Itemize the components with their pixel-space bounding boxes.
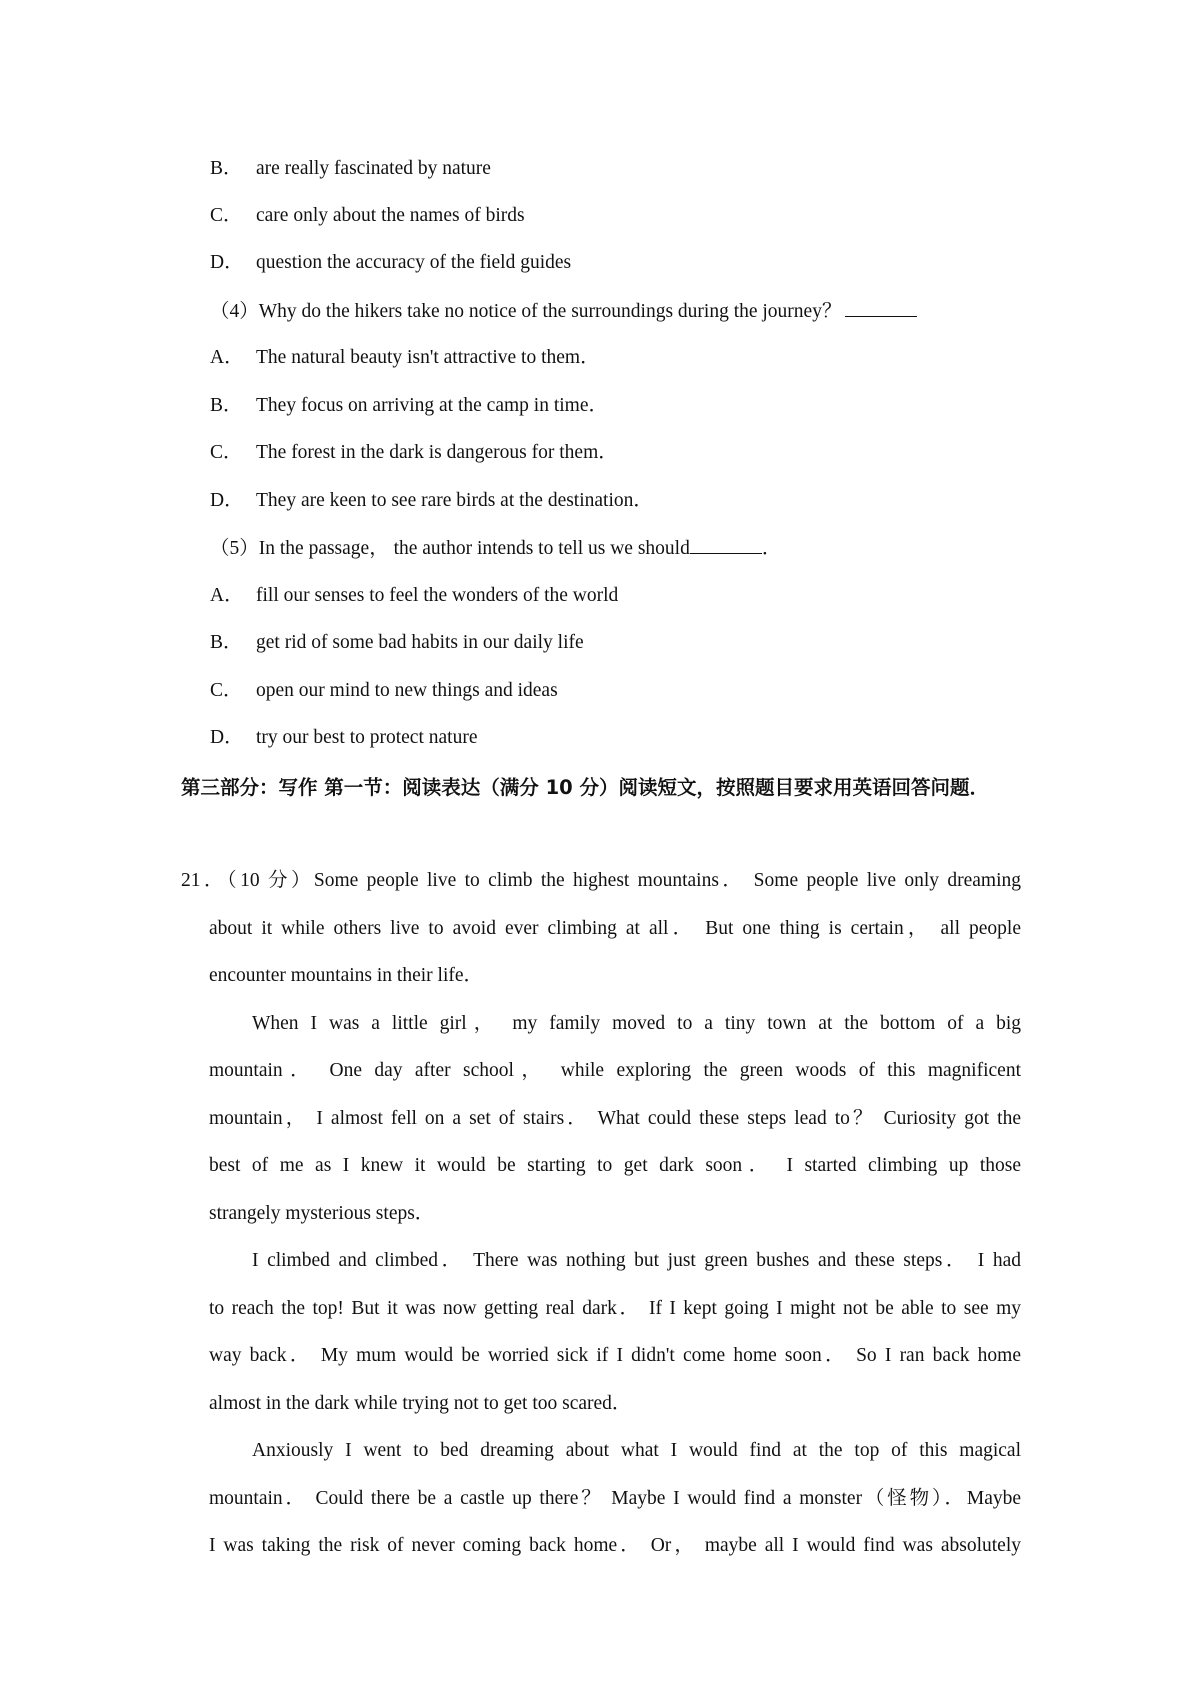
- option-3d: [210, 248, 571, 278]
- option-5c: [210, 676, 558, 706]
- passage-line: When I was a little girl， my family moved to a tiny town at the bottom of a big: [252, 1013, 1021, 1034]
- option-5d: [210, 723, 477, 753]
- passage-line: Anxiously I went to bed dreaming about what I would find at the top of this magical: [252, 1440, 1021, 1461]
- answer-blank: [690, 533, 762, 554]
- option-letter: B．: [210, 158, 243, 179]
- passage-line: mountain． Could there be a castle up there？ Maybe I would find a monster（怪物）．Maybe: [209, 1488, 1021, 1509]
- passage-line: I climbed and climbed． There was nothing but just green bushes and these steps． I had: [252, 1250, 1021, 1271]
- option-text: The natural beauty isn't attractive to them．: [256, 347, 600, 368]
- option-letter: A．: [210, 347, 244, 368]
- passage-line: best of me as I knew it would be starting to get dark soon． I started climbing up those: [209, 1155, 1021, 1176]
- option-text: get rid of some bad habits in our daily life: [256, 632, 584, 653]
- option-letter: B．: [210, 395, 243, 416]
- option-text: They focus on arriving at the camp in time．: [256, 395, 608, 416]
- option-letter: D．: [210, 252, 244, 273]
- passage-line: I was taking the risk of never coming back home． Or， maybe all I would find was absolutely: [209, 1535, 1021, 1556]
- option-5b: [210, 628, 584, 658]
- option-4b: [210, 391, 608, 421]
- option-5a: [210, 581, 618, 611]
- option-text: open our mind to new things and ideas: [256, 680, 558, 701]
- passage-line: encounter mountains in their life．: [209, 965, 484, 986]
- passage-line: almost in the dark while trying not to get too scared．: [209, 1393, 632, 1414]
- option-letter: C．: [210, 680, 243, 701]
- option-text: They are keen to see rare birds at the destination．: [256, 490, 653, 511]
- passage-line: to reach the top! But it was now getting real dark． If I kept going I might not be able to see my: [209, 1298, 1021, 1319]
- option-text: fill our senses to feel the wonders of the world: [256, 585, 619, 606]
- passage-line: mountain， I almost fell on a set of stairs． What could these steps lead to？ Curiosity got the: [209, 1108, 1021, 1129]
- option-text: care only about the names of birds: [256, 205, 525, 226]
- question-5: [210, 533, 781, 564]
- section-heading: 第三部分：写作 第一节：阅读表达（满分 10 分）阅读短文，按照题目要求用英语回答问题．: [181, 776, 990, 799]
- option-4d: [210, 486, 653, 516]
- question-4: [210, 296, 917, 327]
- option-text: question the accuracy of the field guides: [256, 252, 572, 273]
- passage-line: way back． My mum would be worried sick if I didn't come home soon． So I ran back home: [209, 1345, 1021, 1366]
- option-text: The forest in the dark is dangerous for them．: [256, 442, 618, 463]
- option-4a: [210, 343, 600, 373]
- question-prompt-end: ．: [761, 538, 782, 559]
- option-letter: B．: [210, 632, 243, 653]
- option-text: are really fascinated by nature: [256, 158, 491, 179]
- passage-line: 21．（10 分）Some people live to climb the highest mountains． Some people live only dreaming: [181, 870, 1021, 891]
- passage-line: about it while others live to avoid ever climbing at all． But one thing is certain， all people: [209, 918, 1021, 939]
- option-3c: [210, 201, 525, 231]
- question-prompt: （5）In the passage， the author intends to tell us we should: [210, 538, 690, 559]
- option-letter: A．: [210, 585, 244, 606]
- option-3b: [210, 154, 491, 184]
- option-letter: C．: [210, 205, 243, 226]
- passage-line: mountain． One day after school， while exploring the green woods of this magnificent: [209, 1060, 1021, 1081]
- passage-line: strangely mysterious steps．: [209, 1203, 435, 1224]
- option-letter: C．: [210, 442, 243, 463]
- question-prompt: （4）Why do the hikers take no notice of the surroundings during the journey？: [210, 301, 842, 322]
- option-letter: D．: [210, 727, 244, 748]
- option-4c: [210, 438, 618, 468]
- option-text: try our best to protect nature: [256, 727, 478, 748]
- option-letter: D．: [210, 490, 244, 511]
- answer-blank: [845, 296, 917, 317]
